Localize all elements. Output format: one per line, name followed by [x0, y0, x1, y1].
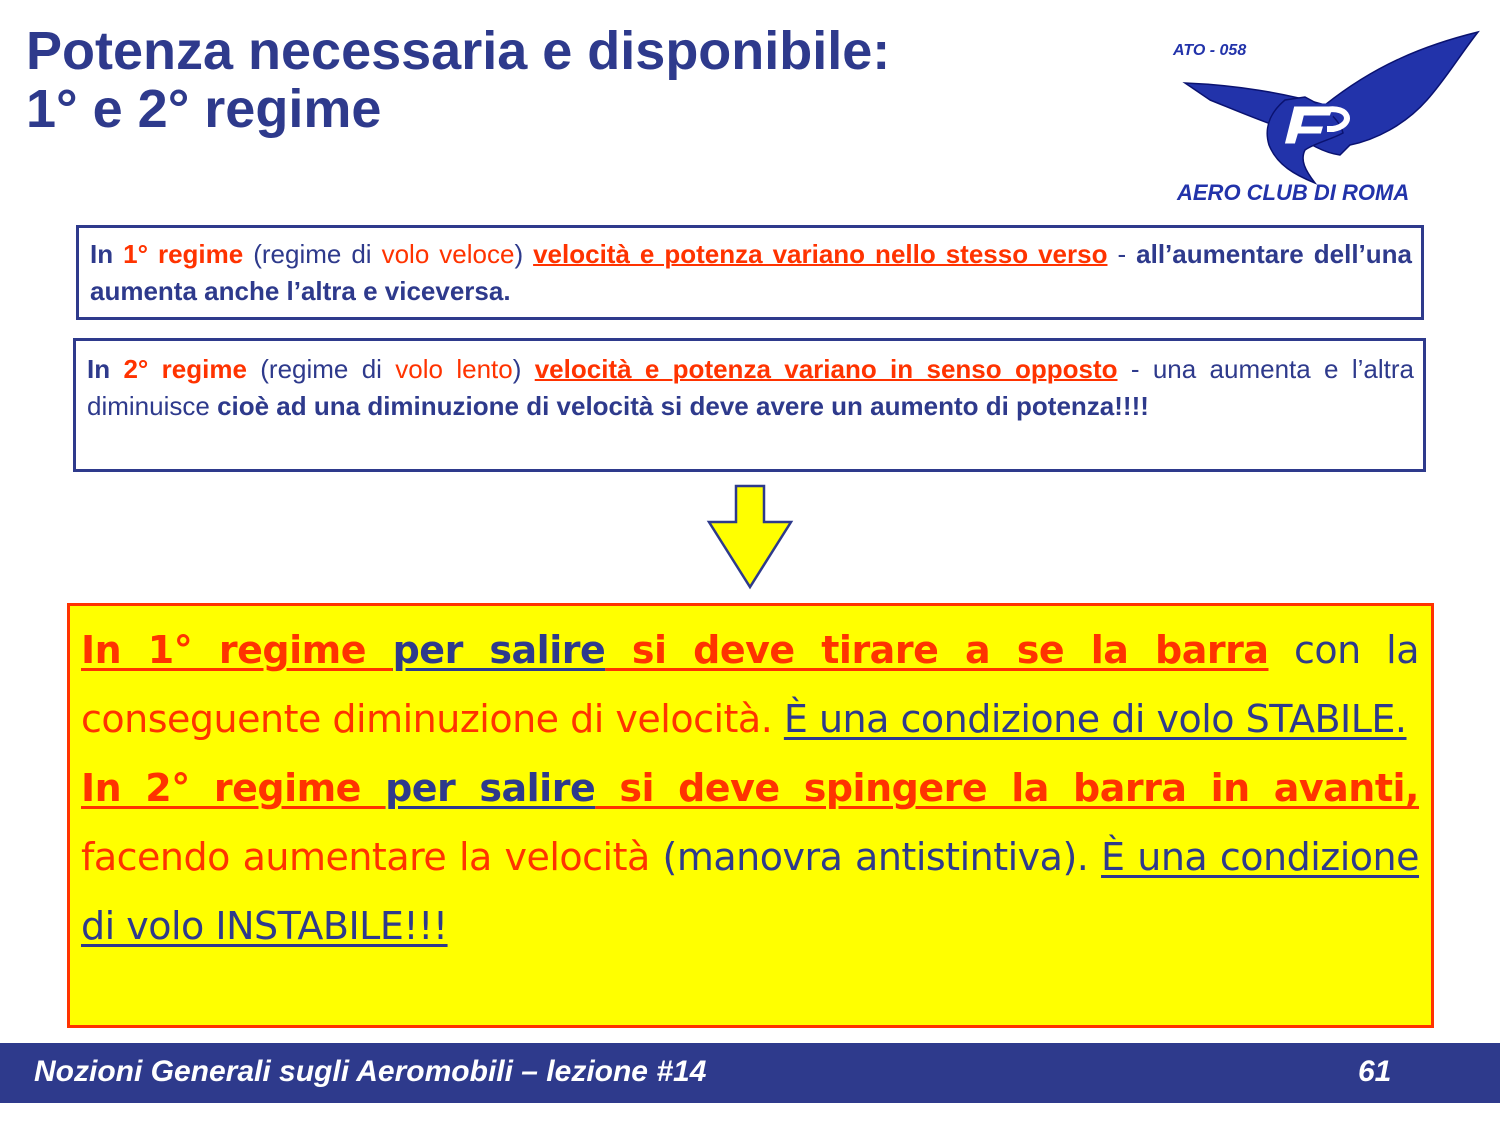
box1-paren-open: (regime di	[243, 239, 382, 269]
p2-c: si deve spingere la barra in avanti,	[595, 766, 1419, 810]
box1-paren-red: volo veloce	[381, 239, 515, 269]
slide-title	[26, 22, 890, 138]
p2-d: facendo aumentare la velocità	[81, 835, 650, 879]
box2-paren-open: (regime di	[246, 354, 396, 384]
box1-in: In	[90, 239, 114, 269]
title-line-1: Potenza necessaria e disponibile:	[26, 21, 891, 81]
box1-dash: -	[1107, 239, 1127, 269]
p1-d: con la	[1268, 628, 1419, 672]
page-number: 61	[1358, 1055, 1392, 1088]
p2-a: In 2° regime	[81, 766, 386, 810]
box2-mid: - una aumenta e l’altra diminuisce	[87, 354, 1414, 421]
box1-bold-tail: all’aumentare dell’una aumenta anche l’altra e viceversa.	[90, 239, 1412, 306]
box1-paren-close: )	[514, 239, 534, 269]
p1-a: In 1° regime	[81, 628, 393, 672]
box2-bold-tail: cioè ad una diminuzione di velocità si deve avere un aumento di potenza!!!!	[217, 391, 1149, 421]
conclusion-box	[67, 603, 1434, 1028]
box1-underlined: velocità e potenza variano nello stesso verso	[533, 239, 1108, 269]
title-line-2: 1° e 2° regime	[26, 79, 382, 139]
p1-e: conseguente diminuzione di velocità.	[81, 697, 784, 741]
box2-underlined: velocità e potenza variano in senso opposto	[534, 354, 1118, 384]
p2-f: È una condizione di volo INSTABILE!!!	[81, 835, 1420, 948]
box2-regime: 2° regime	[123, 354, 247, 384]
conclusion-second-regime	[81, 754, 1419, 961]
box1-regime: 1° regime	[123, 239, 244, 269]
logo-code: ATO - 058	[1173, 42, 1247, 59]
p1-b: per salire	[392, 628, 606, 672]
p2-e: (manovra antistintiva).	[649, 835, 1102, 879]
footer-bar	[0, 1043, 1500, 1103]
p2-b: per salire	[385, 766, 596, 810]
first-regime-box	[76, 225, 1424, 320]
second-regime-box	[73, 338, 1426, 472]
p1-f: È una condizione di volo STABILE.	[783, 697, 1407, 741]
conclusion-first-regime	[81, 616, 1419, 754]
logo-name: AERO CLUB DI ROMA	[1177, 180, 1410, 205]
down-arrow-icon	[705, 484, 795, 590]
footer-course-title: Nozioni Generali sugli Aeromobili – lezione #14	[34, 1055, 707, 1088]
p1-c: si deve tirare a se la barra	[605, 628, 1269, 672]
box2-in: In	[87, 354, 111, 384]
box2-paren-close: )	[512, 354, 535, 384]
box2-paren-red: volo lento	[395, 354, 513, 384]
aero-club-logo	[1165, 25, 1485, 210]
